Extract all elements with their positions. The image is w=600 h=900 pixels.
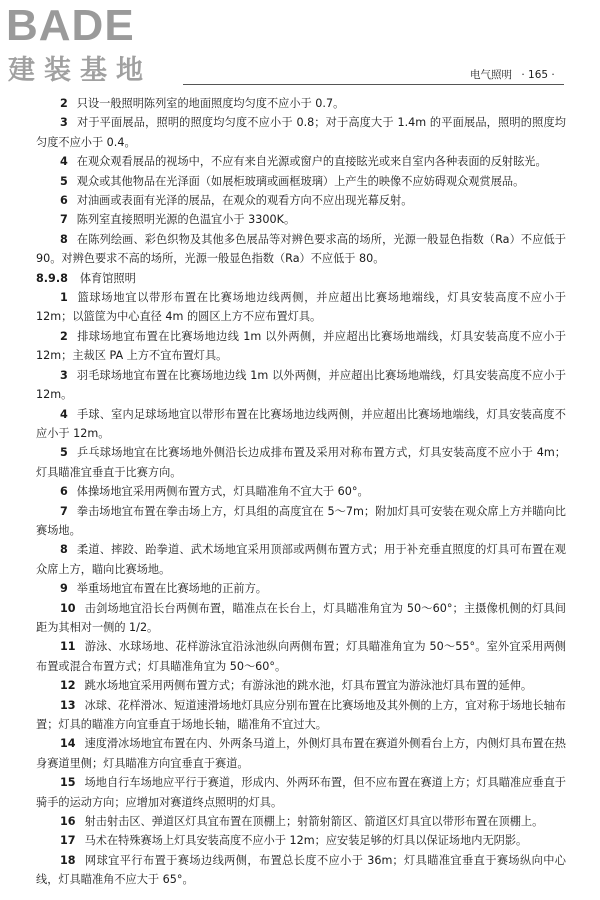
clause-number: 4 bbox=[60, 155, 68, 169]
section-number: 8.9.8 bbox=[36, 271, 68, 285]
clause-number: 8 bbox=[60, 543, 68, 557]
clause-number: 12 bbox=[60, 679, 76, 693]
clause-paragraph bbox=[36, 676, 566, 695]
clause-text: 游泳、水球场地、花样游泳宜沿泳池纵向两侧布置；灯具瞄准角宜为 50～55°。室外宜采用两侧布置或混合布置方式；灯具瞄准角宜为 50～60°。 bbox=[36, 640, 566, 673]
section-heading bbox=[36, 269, 566, 288]
clause-number: 3 bbox=[60, 368, 68, 382]
clause-paragraph bbox=[36, 288, 566, 327]
clause-paragraph bbox=[36, 502, 566, 541]
site-logo bbox=[6, 2, 196, 94]
clause-number: 9 bbox=[60, 582, 68, 596]
clause-text: 击剑场地宜沿长台两侧布置，瞄准点在长台上，灯具瞄准角宜为 50～60°；主摄像机侧的灯具间距为其相对一侧的 1/2。 bbox=[36, 601, 566, 634]
clause-number: 8 bbox=[60, 232, 68, 246]
clause-number: 11 bbox=[60, 640, 76, 654]
clause-text: 射击射击区、弹道区灯具宜布置在顶棚上；射箭射箭区、箭道区灯具宜以带形布置在顶棚上。 bbox=[84, 815, 544, 829]
clause-number: 5 bbox=[60, 174, 68, 188]
clause-paragraph bbox=[36, 94, 566, 113]
clause-text: 在陈列绘画、彩色织物及其他多色展品等对辨色要求高的场所，光源一般显色指数（Ra）不应低于 90。对辨色要求不高的场所，光源一般显色指数（Ra）不应低于 80。 bbox=[36, 232, 566, 266]
logo-wordmark: BADE bbox=[6, 1, 135, 50]
clause-number: 4 bbox=[60, 407, 68, 421]
clause-text: 观众或其他物品在光泽面（如展柜玻璃或画框玻璃）上产生的映像不应妨碍观众观赏展品。 bbox=[76, 174, 525, 188]
clause-number: 18 bbox=[60, 853, 76, 867]
clause-number: 16 bbox=[60, 815, 76, 829]
clause-number: 10 bbox=[60, 601, 76, 615]
clause-text: 篮球场地宜以带形布置在比赛场地边线两侧，并应超出比赛场地端线，灯具安装高度不应小于 12m；以篮筐为中心直径 4m 的圆区上方不应布置灯具。 bbox=[36, 291, 566, 324]
clause-text: 只设一般照明陈列室的地面照度均匀度不应小于 0.7。 bbox=[76, 97, 345, 110]
clause-paragraph bbox=[36, 579, 566, 598]
clause-text: 乒乓球场地宜在比赛场地外侧沿长边成排布置及采用对称布置方式，灯具安装高度不应小于 4m；灯具瞄准宜垂直于比赛方向。 bbox=[36, 446, 566, 479]
clause-paragraph bbox=[36, 540, 566, 579]
clause-text: 马术在特殊赛场上灯具安装高度不应小于 12m；应安装足够的灯具以保证场地内无阴影。 bbox=[84, 834, 528, 848]
clause-number: 7 bbox=[60, 213, 68, 227]
clause-paragraph bbox=[36, 599, 566, 638]
clause-text: 陈列室直接照明光源的色温宜小于 3300K。 bbox=[76, 213, 296, 227]
page-number: · 165 · bbox=[521, 69, 555, 81]
clause-text: 跳水场地宜采用两侧布置方式；有游泳池的跳水池，灯具布置宜为游泳池灯具布置的延伸。 bbox=[84, 679, 533, 693]
clause-text: 网球宜平行布置于赛场边线两侧，布置总长度不应小于 36m；灯具瞄准宜垂直于赛场纵向中心线，灯具瞄准角不应大于 65°。 bbox=[36, 853, 566, 887]
clause-number: 6 bbox=[60, 485, 68, 499]
logo-subtitle: 建装基地 bbox=[8, 55, 152, 86]
clause-paragraph bbox=[36, 366, 566, 405]
clause-text: 在观众观看展品的视场中，不应有来自光源或窗户的直接眩光或来自室内各种表面的反射眩光。 bbox=[76, 155, 547, 169]
header-rule bbox=[183, 84, 564, 85]
clause-text: 排球场地宜布置在比赛场地边线 1m 以外两侧，并应超出比赛场地端线，灯具安装高度不应小于 12m；主裁区 PA 上方不宜布置灯具。 bbox=[36, 329, 566, 363]
clause-paragraph bbox=[36, 773, 566, 812]
clause-paragraph bbox=[36, 851, 566, 890]
clause-text: 场地自行车场地应平行于赛道，形成内、外两环布置，但不应布置在赛道上方；灯具瞄准应垂直于骑手的运动方向；应增加对赛道终点照明的灯具。 bbox=[36, 776, 566, 809]
clause-text: 举重场地宜布置在比赛场地的正前方。 bbox=[76, 582, 267, 596]
clause-paragraph bbox=[36, 230, 566, 269]
clause-number: 5 bbox=[60, 446, 68, 460]
clause-number: 2 bbox=[60, 97, 68, 110]
clause-paragraph bbox=[36, 443, 566, 482]
clause-paragraph bbox=[36, 812, 566, 831]
clause-paragraph bbox=[36, 405, 566, 444]
clause-paragraph bbox=[36, 696, 566, 735]
section-title: 体育馆照明 bbox=[79, 271, 136, 285]
clause-paragraph bbox=[36, 831, 566, 850]
clause-paragraph bbox=[36, 152, 566, 171]
clause-number: 14 bbox=[60, 737, 76, 751]
page-body bbox=[36, 94, 566, 890]
clause-number: 1 bbox=[60, 291, 68, 305]
clause-number: 6 bbox=[60, 194, 68, 208]
clause-paragraph bbox=[36, 172, 566, 191]
clause-text: 手球、室内足球场地宜以带形布置在比赛场地边线两侧，并应超出比赛场地端线，灯具安装高度不应小于 12m。 bbox=[36, 407, 566, 440]
clause-number: 15 bbox=[60, 776, 76, 790]
exhibition-clauses bbox=[36, 94, 566, 269]
clause-text: 对于平面展品，照明的照度均匀度不应小于 0.8；对于高度大于 1.4m 的平面展品，照明的照度均匀度不应小于 0.4。 bbox=[36, 116, 566, 149]
clause-paragraph bbox=[36, 637, 566, 676]
running-header bbox=[470, 67, 561, 82]
clause-text: 冰球、花样滑冰、短道速滑场地灯具应分别布置在比赛场地及其外侧的上方，宜对称于场地长轴布置；灯具的瞄准方向宜垂直于场地长轴，瞄准角不宜过大。 bbox=[36, 698, 566, 731]
clause-number: 7 bbox=[60, 504, 68, 518]
clause-paragraph bbox=[36, 482, 566, 501]
clause-text: 羽毛球场地宜布置在比赛场地边线 1m 以外两侧，并应超出比赛场地端线，灯具安装高度不应小于 12m。 bbox=[36, 368, 566, 402]
clause-number: 13 bbox=[60, 698, 76, 712]
gym-clauses bbox=[36, 288, 566, 890]
clause-text: 体操场地宜采用两侧布置方式，灯具瞄准角不宜大于 60°。 bbox=[76, 485, 369, 499]
clause-paragraph bbox=[36, 191, 566, 210]
clause-number: 2 bbox=[60, 329, 68, 343]
clause-text: 柔道、摔跤、跆拳道、武术场地宜采用顶部或两侧布置方式；用于补充垂直照度的灯具可布置在观众席上方，瞄向比赛场地。 bbox=[36, 543, 566, 576]
clause-number: 17 bbox=[60, 834, 76, 848]
header-section-title: 电气照明 bbox=[470, 69, 512, 81]
clause-paragraph bbox=[36, 210, 566, 229]
clause-paragraph bbox=[36, 327, 566, 366]
clause-text: 对油画或表面有光泽的展品，在观众的观看方向不应出现光幕反射。 bbox=[76, 194, 413, 208]
clause-text: 拳击场地宜布置在拳击场上方，灯具组的高度宜在 5～7m；附加灯具可安装在观众席上方并瞄向比赛场地。 bbox=[36, 504, 566, 537]
clause-number: 3 bbox=[60, 116, 68, 130]
clause-text: 速度滑冰场地宜布置在内、外两条马道上，外侧灯具布置在赛道外侧看台上方，内侧灯具布置在热身赛道里侧；灯具瞄准方向宜垂直于赛道。 bbox=[36, 737, 566, 770]
clause-paragraph bbox=[36, 734, 566, 773]
clause-paragraph bbox=[36, 113, 566, 152]
